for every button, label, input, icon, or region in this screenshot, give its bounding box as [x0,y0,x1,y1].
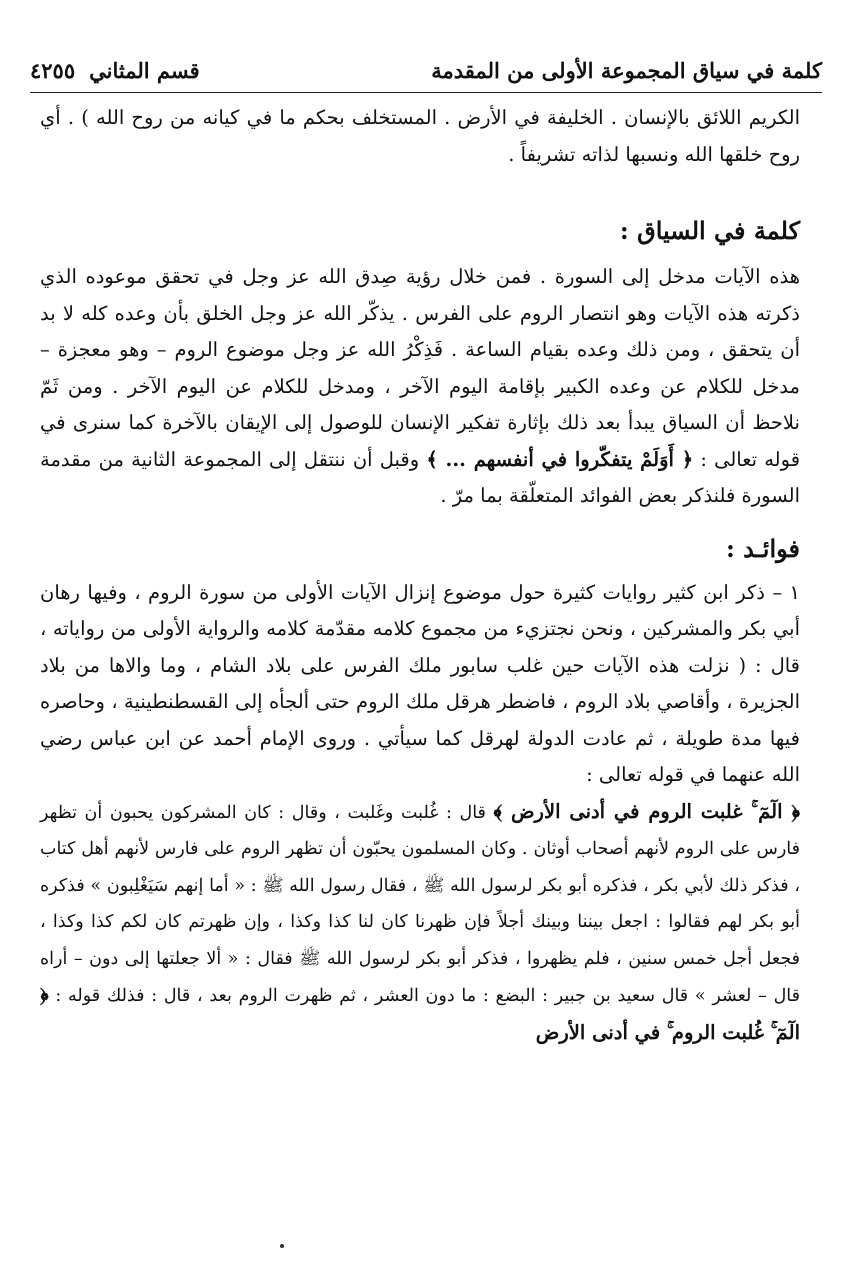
quran-quote-1: ﴿ الٓمٓ ۚ غلبت الروم في أدنى الأرض ﴾ [493,799,800,823]
hadith-text: قال : غُلبت وغَلبت ، وقال : كان المشركون يحبون أن تظهر فارس على الروم لأنهم أصحاب أوثان . وكان المسلمون يحبّون أن تظهر الروم على فارس لأنهم أهل كتاب ، فذكر ذلك لأبي بكر ، فذكره أبو بكر لرسول الله ﷺ ، فقال رسول الله ﷺ : « أما إنهم سَيَغْلِبون » فذكره أبو بكر لهم فقالوا : اجعل بيننا وبينك أجلاً فإن ظهرنا كان لنا كذا وكذا ، وإن ظهرتم كان لكم كذا وكذا ، فجعل أجل خمس سنين ، فلم يظهروا ، فذكر أبو بكر لرسول الله ﷺ فقال : « ألا جعلتها إلى دون – أراه قال – لعشر » قال سعيد بن جبير : البضع : ما دون العشر ، ثم ظهرت الروم بعد ، قال : فذلك قوله : [40,802,800,1006]
header-rule [30,92,822,93]
section-heading-benefits: فوائـد : [725,533,800,563]
context-text-before: هذه الآيات مدخل إلى السورة . فمن خلال رؤية صِدق الله عز وجل في تحقق موعوده الذي ذكرته هذه الآيات وهو انتصار الروم على الفرس . يذكّر الله عز وجل الخلق بأن وعده كله لا بد أن يتحقق ، ومن ذلك وعده بقيام الساعة . فَذِكْرُ الله عز وجل موضوع الروم – وهو معجزة – مدخل للكلام عن وعده الكبير بإقامة اليوم الآخر ، ومدخل للكلام عن اليوم الآخر . ومن ثَمّ نلاحظ أن السياق يبدأ بعد ذلك بإثارة تفكير الإنسان للوصول إلى الإيقان بالآخرة كما سنرى في قوله تعالى : [40,265,801,471]
hadith-paragraph [40,794,800,1053]
header-left-group [30,58,200,83]
context-text-after: وقبل أن ننتقل إلى المجموعة الثانية من مقدمة السورة فلنذكر بعض الفوائد المتعلّقة بما مرّ . [40,447,800,507]
context-paragraph [40,259,800,515]
running-title: كلمة في سياق المجموعة الأولى من المقدمة [431,57,822,83]
benefit-item-1 [40,575,800,794]
running-header [30,52,822,88]
context-quran-quote: ﴿ أَوَلَمْ يتفكّروا في أنفسهم ... ﴾ [426,447,694,471]
page-number: ٤٢٥٥ [30,57,76,83]
page-body [40,100,800,1052]
section-label: قسم المثاني [89,57,200,83]
section-heading-context: كلمة في السياق : [619,216,800,245]
intro-paragraph: الكريم اللائق بالإنسان . الخليفة في الأرض . المستخلف بحكم ما في كيانه من روح الله ) . أي روح خلقها الله ونسبها لذاته تشريفاً . [40,106,800,166]
page-dot-mark [280,1244,284,1248]
quran-quote-2: ﴿ الٓمٓ ۚ غُلبت الروم ۚ في أدنى الأرض [40,983,800,1044]
benefit-item-1-text: ١ – ذكر ابن كثير روايات كثيرة حول موضوع إنزال الآيات الأولى من سورة الروم ، وفيها رهان أبي بكر والمشركين ، ونحن نجتزيء من مجموع كلامه مقدّمة كلامه والرواية الأولى من رواياته ، قال : ( نزلت هذه الآيات حين غلب سابور ملك الفرس على بلاد الشام ، وما والاها من بلاد الجزيرة ، وأقاصي بلاد الروم ، فاضطر هرقل ملك الروم حتى ألجأه إلى القسطنطينية ، وحاصره فيها مدة طويلة ، ثم عادت الدولة لهرقل كما سيأتي . وروى الإمام أحمد عن ابن عباس رضي الله عنهما في قوله تعالى : [40,580,801,786]
